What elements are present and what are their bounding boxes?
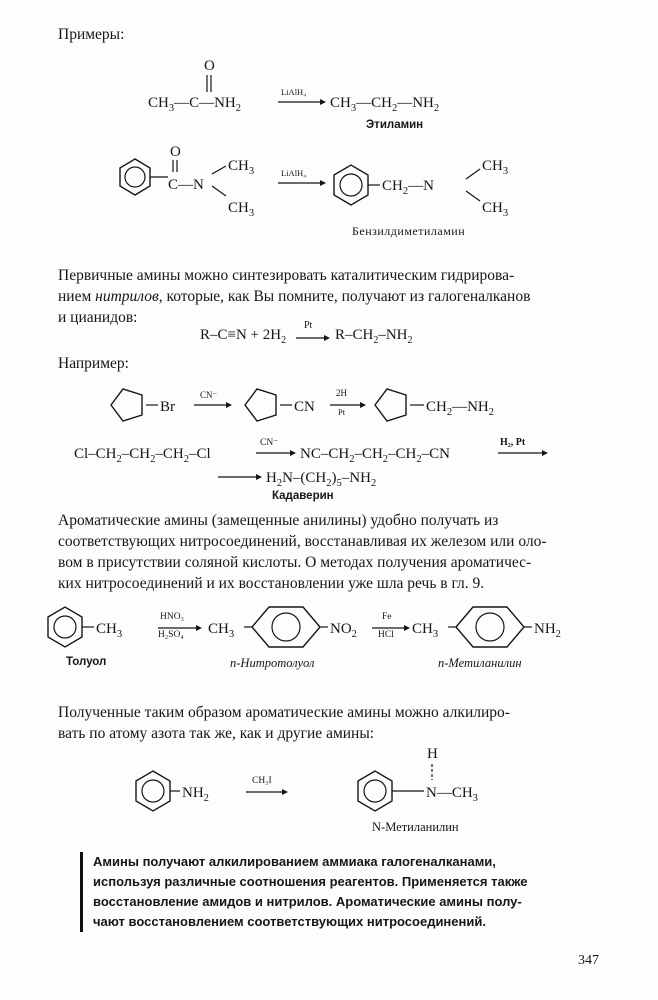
page-number: 347 (578, 953, 599, 968)
paragraph-line: нием нитрилов, которые, как Вы помните, получают из галогеналканов (58, 288, 531, 305)
reaction-4-reagent-2: H₂, Pt (500, 437, 526, 448)
svg-text:O: O (204, 58, 215, 74)
svg-text:CH3: $CH_3$ (482, 158, 509, 177)
reaction-6-reagent: CH₃I (252, 776, 272, 786)
benzene-ring-icon (136, 771, 170, 811)
svg-text:Cl–CH2–CH2–CH2–Cl: $Cl-CH_2-CH_2-CH_2-Cl$ (74, 446, 211, 465)
reaction-4-product-name: Кадаверин (272, 490, 334, 502)
svg-text:NH2: $NH_2$ (182, 785, 209, 804)
compound-name-nitrotoluene: п-Нитротолуол (230, 656, 315, 670)
examples-heading: Примеры: (58, 26, 125, 43)
svg-text:NO2: $NO_2$ (330, 621, 357, 640)
general-equation-catalyst: Pt (304, 320, 313, 331)
svg-text:CN: CN (294, 399, 315, 415)
svg-text:NH2: $NH_2$ (534, 621, 561, 640)
svg-text:CH3: $CH_3$ (96, 621, 123, 640)
paragraph-line: вом в присутствии соляной кислоты. О методах получения ароматичес- (58, 554, 532, 571)
reaction-5-reagent-bottom-2: HCl (378, 630, 394, 640)
svg-text:C—N: C—N (168, 177, 204, 193)
reaction-3-reagent-2: 2H (336, 388, 347, 398)
svg-text:O: O (170, 144, 181, 160)
svg-text:CH2—NH2: $CH_2—NH_2$ (426, 399, 495, 418)
reaction-5-reagent-top-1: HNO₃ (160, 612, 184, 622)
paragraph-line: вать по атому азота так же, как и другие амины: (58, 725, 375, 742)
summary-line: чают восстановлением соответствующих нитросоединений. (93, 914, 486, 929)
summary-box (80, 852, 599, 932)
svg-text:NC–CH2–CH2–CH2–CN: $NC-CH_2-CH_2-CH_2-CN$ (300, 446, 450, 465)
compound-name-toluene: Толуол (66, 656, 107, 668)
svg-text:CH3: $CH_3$ (228, 200, 255, 219)
emphasis-term: нитрилов (95, 288, 159, 305)
paragraph-line: Первичные амины можно синтезировать каталитическим гидрирова- (58, 267, 515, 284)
summary-line: Амины получают алкилированием аммиака галогеналканами, (93, 854, 496, 869)
general-equation: $R-C\equiv N + 2H_2$ (200, 327, 287, 346)
svg-text:Br: Br (160, 399, 175, 415)
reaction-6-product-name: N-Метиланилин (372, 820, 459, 834)
svg-text:N—CH3: $N—CH_3$ (426, 785, 478, 804)
svg-text:CH3: $CH_3$ (228, 158, 255, 177)
svg-text:CH2—N: $CH_2—N$ (382, 178, 434, 197)
svg-text:CH3—CH2—NH2: $CH_3—CH_2—NH_2$ (330, 95, 440, 114)
svg-text:CH3: $CH_3$ (482, 200, 509, 219)
reaction-4-reagent-1: CN⁻ (260, 438, 279, 448)
paragraph-line: ких нитросоединений и их восстановлении уже шла речь в гл. 9. (58, 575, 485, 592)
reaction-2-product-name: Бензилдиметиламин (352, 224, 466, 238)
svg-text:H: H (427, 746, 438, 762)
general-equation-product: $R-CH_2-NH_2$ (335, 327, 413, 346)
paragraph-line: Ароматические амины (замещенные анилины) удобно получать из (58, 512, 499, 529)
compound-name-methylaniline: п-Метиланилин (438, 656, 522, 670)
paragraph-line: и цианидов: (58, 309, 138, 326)
paragraph-line: Полученные таким образом ароматические амины можно алкилиро- (58, 704, 510, 721)
paragraph-line: соответствующих нитросоединений, восстанавливая их железом или оло- (58, 533, 547, 550)
reaction-2-reagent: LiAlH₄ (281, 168, 307, 178)
reaction-1-reagent: LiAlH₄ (281, 87, 307, 97)
benzene-ring-icon (358, 771, 392, 811)
for-example-heading: Например: (58, 355, 129, 372)
summary-line: восстановление амидов и нитрилов. Ароматические амины полу- (93, 894, 522, 909)
reaction-3-reagent-1: CN⁻ (200, 390, 218, 400)
reaction-5-reagent-top-2: Fe (382, 612, 392, 622)
svg-text:CH3—C—NH2: $CH_3—C—NH_2$ (148, 95, 242, 114)
reaction-5-reagent-bottom-1: H₂SO₄ (158, 630, 184, 640)
svg-text:CH3: $CH_3$ (412, 621, 439, 640)
reaction-3-reagent-3: Pt (338, 407, 346, 417)
svg-text:H2N–(CH2)5–NH2: $H_2N-(CH_2)_5-NH_2$ (266, 470, 377, 489)
reaction-1-product-name: Этиламин (366, 119, 424, 131)
summary-line: используя различные соотношения реагентов. Применяется также (93, 874, 528, 889)
svg-text:CH3: $CH_3$ (208, 621, 235, 640)
